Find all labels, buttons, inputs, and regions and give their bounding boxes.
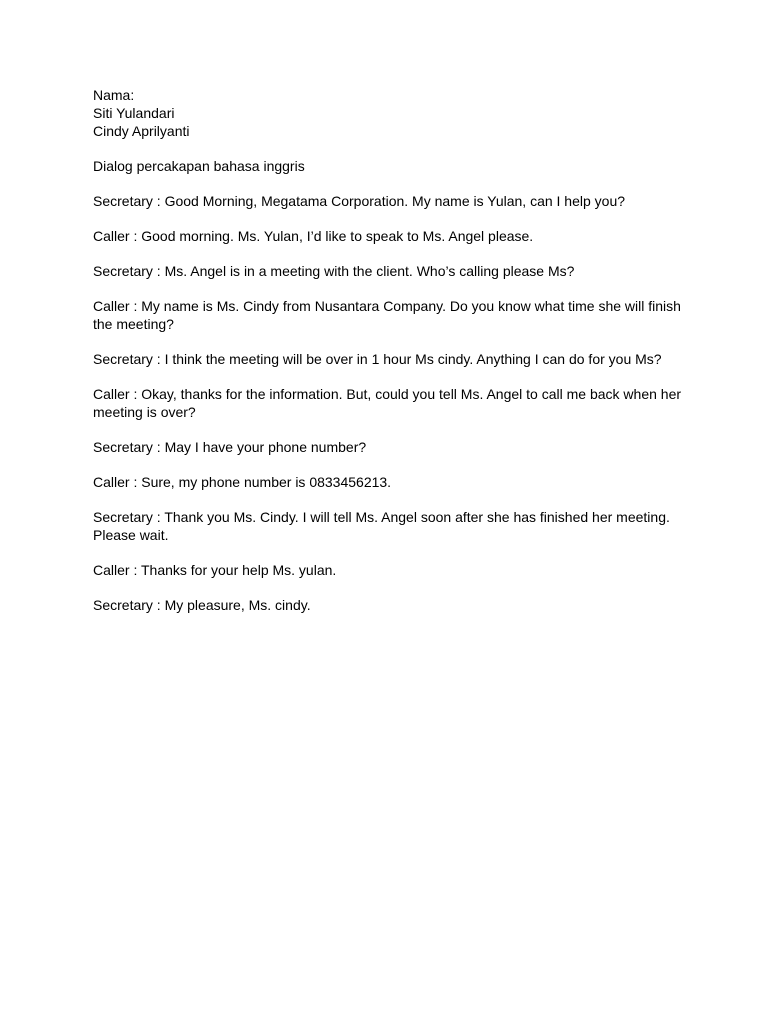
name-item: Siti Yulandari xyxy=(93,105,175,121)
name-item: Cindy Aprilyanti xyxy=(93,123,190,139)
dialog-line: Secretary : I think the meeting will be over in 1 hour Ms cindy. Anything I can do for you Ms? xyxy=(93,351,662,367)
dialog-line: Secretary : My pleasure, Ms. cindy. xyxy=(93,597,311,613)
dialog-line: Caller : Good morning. Ms. Yulan, I’d like to speak to Ms. Angel please. xyxy=(93,228,534,244)
dialog-line: Secretary : Thank you Ms. Cindy. I will tell Ms. Angel soon after she has finished her meeting. Please wait. xyxy=(93,509,674,543)
dialog-line: Caller : Okay, thanks for the information. But, could you tell Ms. Angel to call me back when her meeting is over? xyxy=(93,386,685,420)
dialog-line: Caller : Thanks for your help Ms. yulan. xyxy=(93,562,337,578)
dialog-line: Caller : Sure, my phone number is 0833456213. xyxy=(93,474,392,490)
document-title: Dialog percakapan bahasa inggris xyxy=(93,158,305,174)
names-label: Nama: xyxy=(93,87,135,103)
dialog-line: Secretary : May I have your phone number? xyxy=(93,439,367,455)
dialog-line: Caller : My name is Ms. Cindy from Nusantara Company. Do you know what time she will finish the meeting? xyxy=(93,298,685,332)
document-page xyxy=(93,86,693,631)
dialog-line: Secretary : Ms. Angel is in a meeting with the client. Who’s calling please Ms? xyxy=(93,263,575,279)
names-block xyxy=(93,86,693,140)
dialog-line: Secretary : Good Morning, Megatama Corporation. My name is Yulan, can I help you? xyxy=(93,193,626,209)
dialog-block xyxy=(93,192,693,614)
